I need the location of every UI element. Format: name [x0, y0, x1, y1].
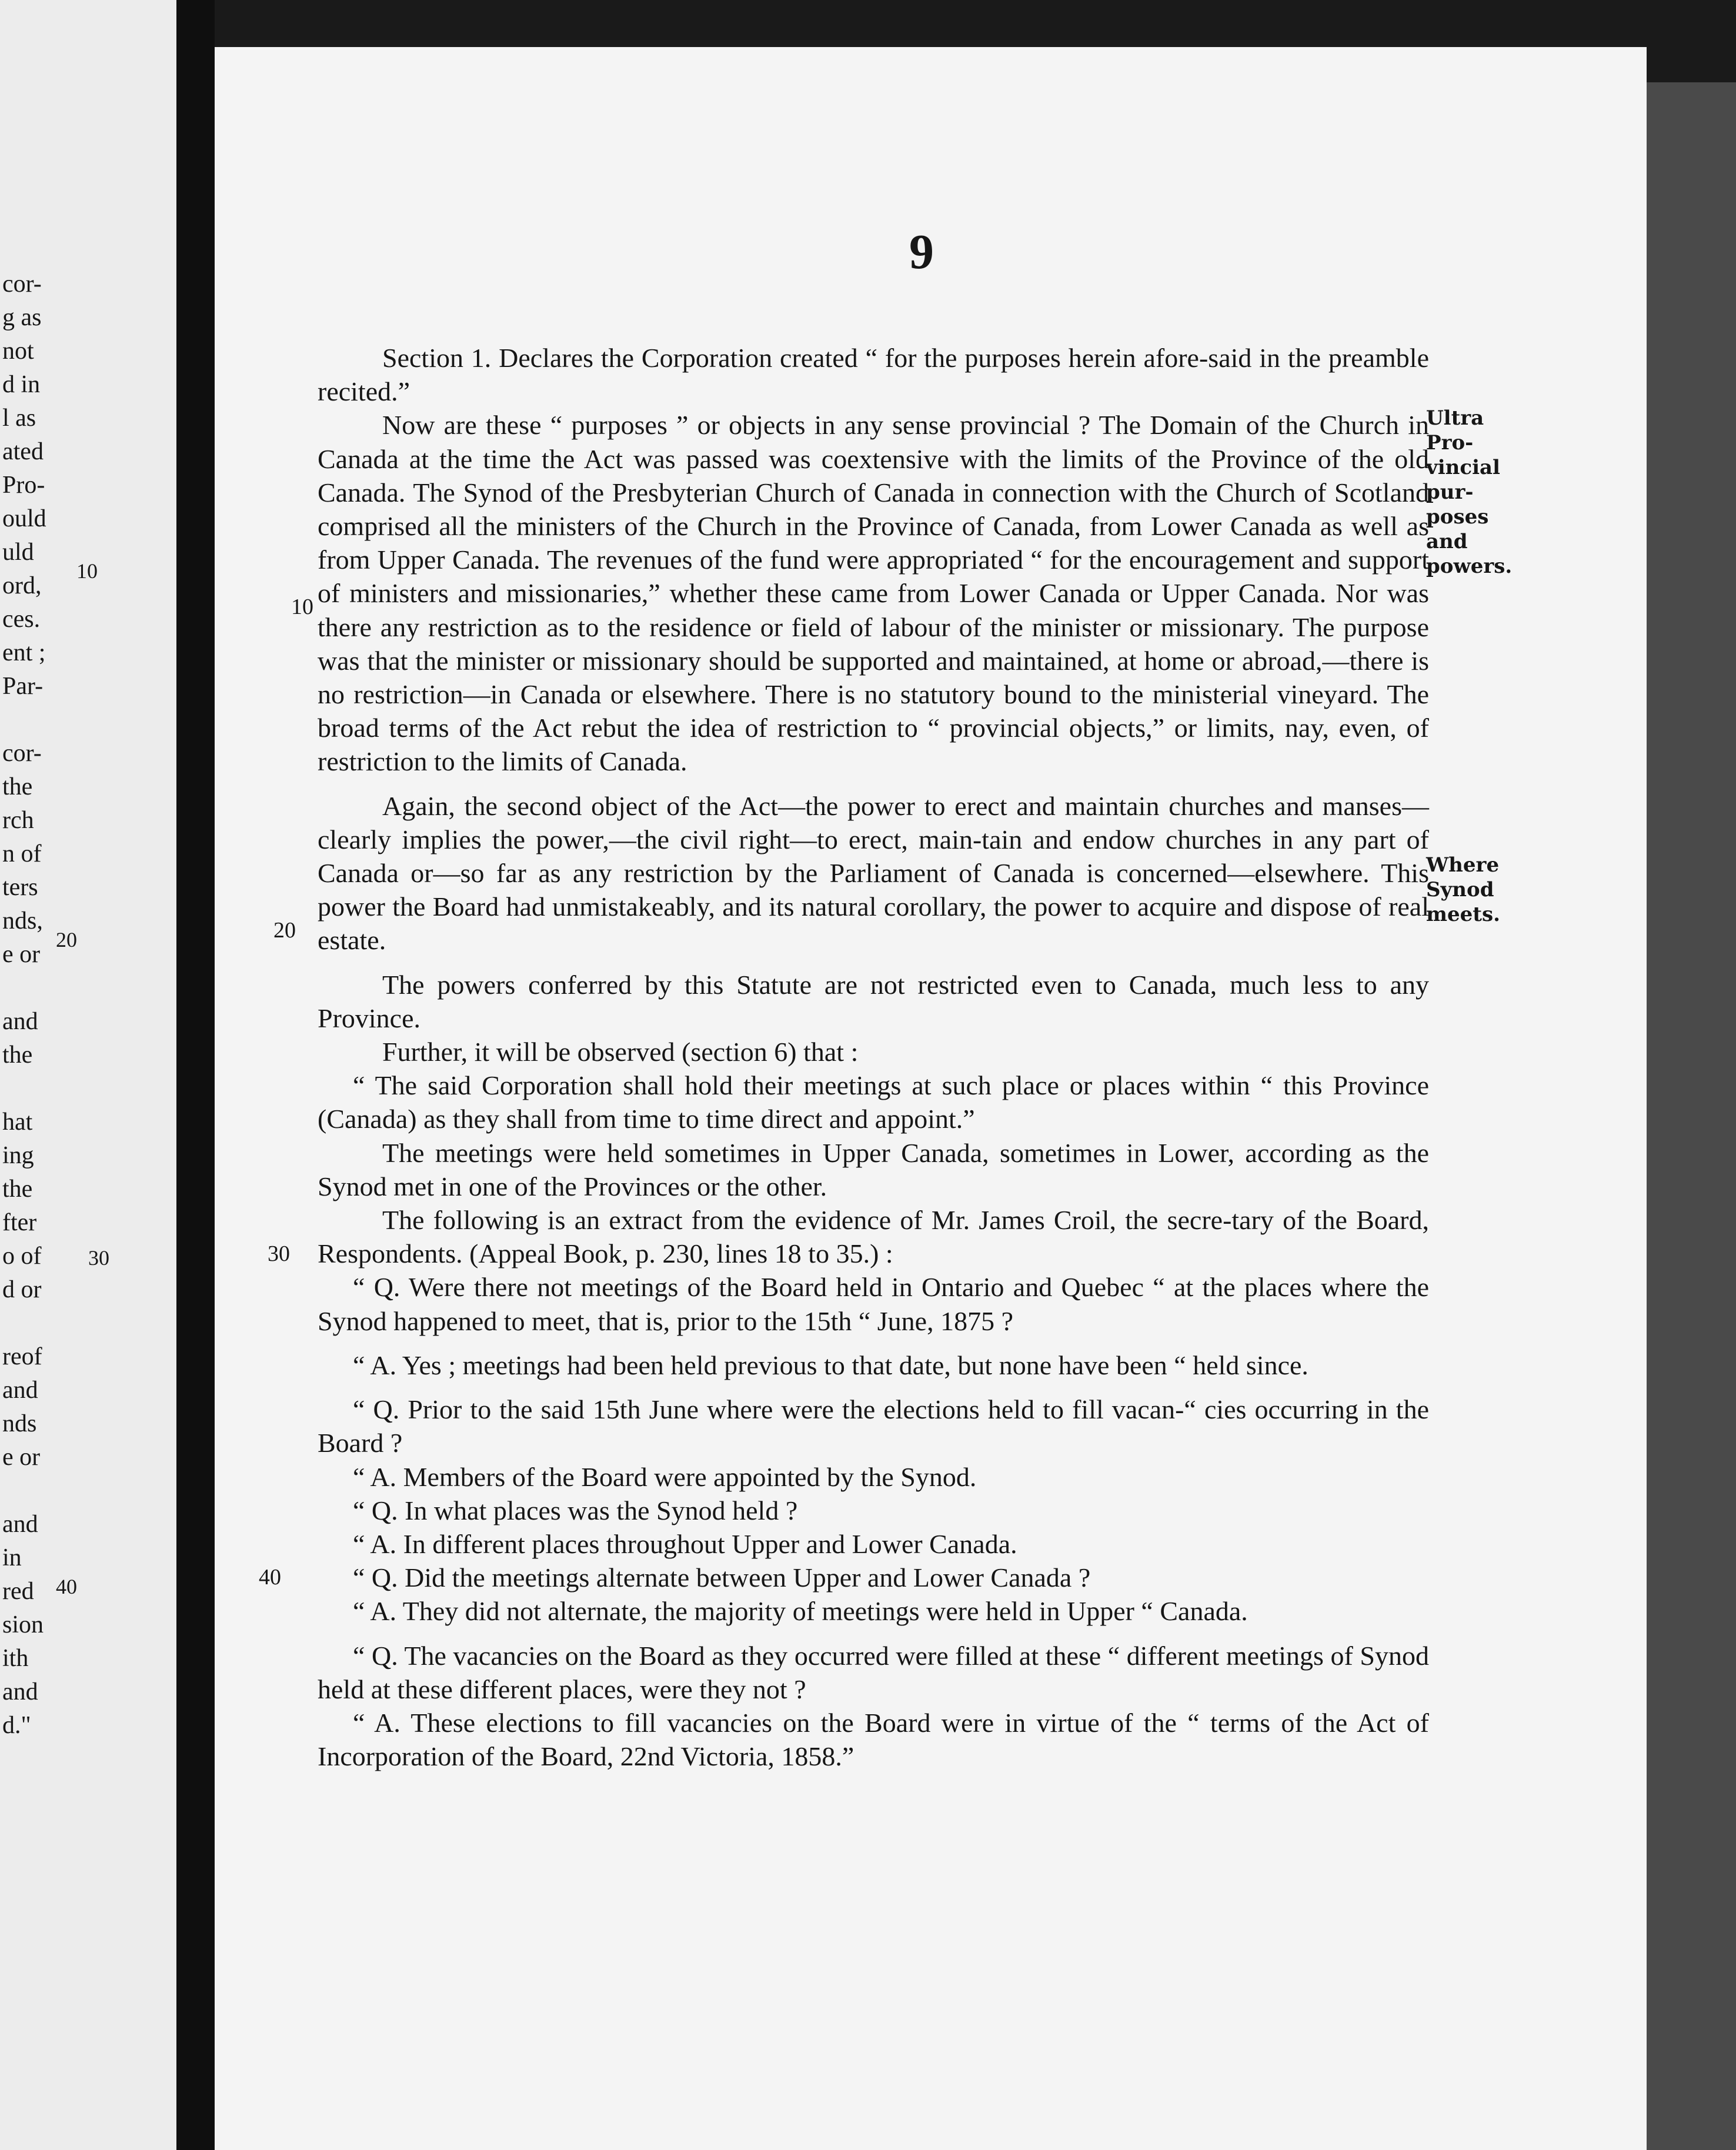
facing-line-number: 20 [56, 928, 77, 952]
question: “ Q. Did the meetings alternate between Upper and Lower Canada ? [353, 1563, 1091, 1593]
paragraph: Now are these “ purposes ” or objects in any sense provincial ? The Domain of the Church in Canada at the time the Act was passed was coextensive with the limits of the Province of the old Canada. The Synod of the Presbyterian Church of Canada in connection with the Church of Scotland comprised all the ministers of the Church in the Province of Canada, from Lower Canada as well as from Upper Canada. The revenues of the fund were appropriated “ for the encouragement and support of ministers and missionaries,” whether these came from Lower Canada or Upper Canada. Nor was there any restriction as to the residence or field of labour of the minister or missionary. The purpose was that the minister or missionary should be supported and maintained, at home or abroad,—there is no restriction—in Canada or elsewhere. There is no statutory bound to the ministerial vineyard. The broad terms of the Act rebut the idea of restriction to “ provincial objects,” or limits, nay, even, of restriction to the limits of Canada. [318, 410, 1429, 777]
fragment-line: in [2, 1544, 22, 1571]
question: “ Q. Prior to the said 15th June where were the elections held to fill vacan-“ cies occurring in the Board ? [318, 1394, 1429, 1458]
paragraph: The meetings were held sometimes in Upper Canada, sometimes in Lower, according as the Synod met in one of the Provinces or the other. [318, 1137, 1429, 1201]
body-text [318, 341, 1429, 1773]
document-page [215, 47, 1647, 2150]
page-number: 9 [909, 225, 934, 279]
margin-note-ultra-provincial: Ultra Pro-vincial pur-poses and powers. [1426, 406, 1513, 578]
fragment-line: ces. [2, 606, 41, 633]
fragment-line: e or [2, 941, 41, 968]
book-gutter [176, 0, 215, 2150]
fragment-line [2, 1072, 176, 1106]
facing-page-text [2, 268, 176, 1742]
answer: “ A. In different places throughout Upper and Lower Canada. [353, 1528, 1017, 1559]
answer: “ A. Yes ; meetings had been held previous to that date, but none have been “ held since. [353, 1350, 1308, 1380]
fragment-line [2, 971, 176, 1005]
fragment-line [2, 703, 176, 737]
answer: “ A. These elections to fill vacancies on the Board were in virtue of the “ terms of the Act of Incorporation of the Board, 22nd Victoria, 1858.” [318, 1707, 1429, 1772]
book-edge [1647, 82, 1736, 2150]
fragment-line: cor- [2, 740, 42, 767]
fragment-line: d." [2, 1712, 31, 1739]
fragment-line [2, 1474, 176, 1508]
fragment-line: ord, [2, 572, 42, 599]
facing-line-number: 30 [88, 1246, 109, 1270]
fragment-line: nds [2, 1410, 37, 1437]
fragment-line: ould [2, 505, 46, 532]
answer: “ A. Members of the Board were appointed by the Synod. [353, 1461, 977, 1492]
fragment-line: and [2, 1008, 38, 1035]
fragment-line: ent ; [2, 639, 46, 666]
answer: “ A. They did not alternate, the majority of meetings were held in Upper “ Canada. [353, 1596, 1248, 1627]
fragment-line: g as [2, 304, 42, 331]
fragment-line: nds, [2, 907, 43, 934]
fragment-line: reof [2, 1343, 42, 1370]
fragment-line: the [2, 1041, 33, 1069]
fragment-line: red [2, 1578, 34, 1605]
question: “ Q. The vacancies on the Board as they occurred were filled at these “ different meetings of Synod held at these different places, were they not ? [318, 1640, 1429, 1704]
line-number: 10 [291, 595, 313, 619]
fragment-line: rch [2, 807, 34, 834]
fragment-line: and [2, 1377, 38, 1404]
paragraph: Section 1. Declares the Corporation created “ for the purposes herein afore-said in the preamble recited.” [318, 343, 1429, 407]
facing-page-fragment [0, 0, 176, 2150]
fragment-line: cor- [2, 271, 42, 298]
question: “ Q. In what places was the Synod held ? [353, 1495, 798, 1525]
line-number: 30 [268, 1241, 290, 1266]
fragment-line: e or [2, 1444, 41, 1471]
fragment-line: ing [2, 1142, 34, 1169]
line-number: 40 [259, 1565, 281, 1590]
fragment-line: and [2, 1678, 38, 1705]
fragment-line [2, 1307, 176, 1340]
fragment-line: Pro- [2, 472, 45, 499]
fragment-line: hat [2, 1109, 33, 1136]
fragment-line: the [2, 773, 33, 800]
line-number: 20 [273, 918, 296, 943]
paragraph: The powers conferred by this Statute are not restricted even to Canada, much less to any Province. [318, 969, 1429, 1033]
question: “ Q. Were there not meetings of the Board held in Ontario and Quebec “ at the places where the Synod happened to meet, that is, prior to the 15th “ June, 1875 ? [318, 1272, 1429, 1336]
fragment-line: and [2, 1511, 38, 1538]
fragment-line: fter [2, 1209, 37, 1236]
fragment-line: o of [2, 1243, 42, 1270]
fragment-line: the [2, 1176, 33, 1203]
fragment-line: ters [2, 874, 38, 901]
fragment-line: d or [2, 1276, 42, 1303]
margin-note-synod-meets: Where Synod meets. [1426, 853, 1500, 926]
fragment-line: uld [2, 539, 34, 566]
fragment-line: l as [2, 405, 36, 432]
fragment-line: n of [2, 840, 42, 867]
paragraph: The following is an extract from the evidence of Mr. James Croil, the secre-tary of the Board, Respondents. (Appeal Book, p. 230, lines 18 to 35.) : [318, 1205, 1429, 1269]
fragment-line: not [2, 338, 34, 365]
paragraph: Again, the second object of the Act—the power to erect and maintain churches and manses—clearly implies the power,—the civil right—to erect, main-tain and endow churches in any part of Canada or—so far as any restriction by the Parliament of Canada is concerned—elsewhere. This power the Board had unmistakeably, and its natural corollary, the power to acquire and dispose of real estate. [318, 790, 1429, 956]
quotation: “ The said Corporation shall hold their meetings at such place or places within “ this Province (Canada) as they shall from time to time direct and appoint.” [318, 1070, 1429, 1134]
paragraph: Further, it will be observed (section 6) that : [382, 1037, 859, 1067]
facing-line-number: 10 [76, 559, 98, 583]
facing-line-number: 40 [56, 1575, 77, 1598]
fragment-line: Par- [2, 673, 44, 700]
fragment-line: ith [2, 1645, 29, 1672]
fragment-line: ated [2, 438, 44, 465]
fragment-line: sion [2, 1611, 44, 1638]
fragment-line: d in [2, 371, 41, 398]
